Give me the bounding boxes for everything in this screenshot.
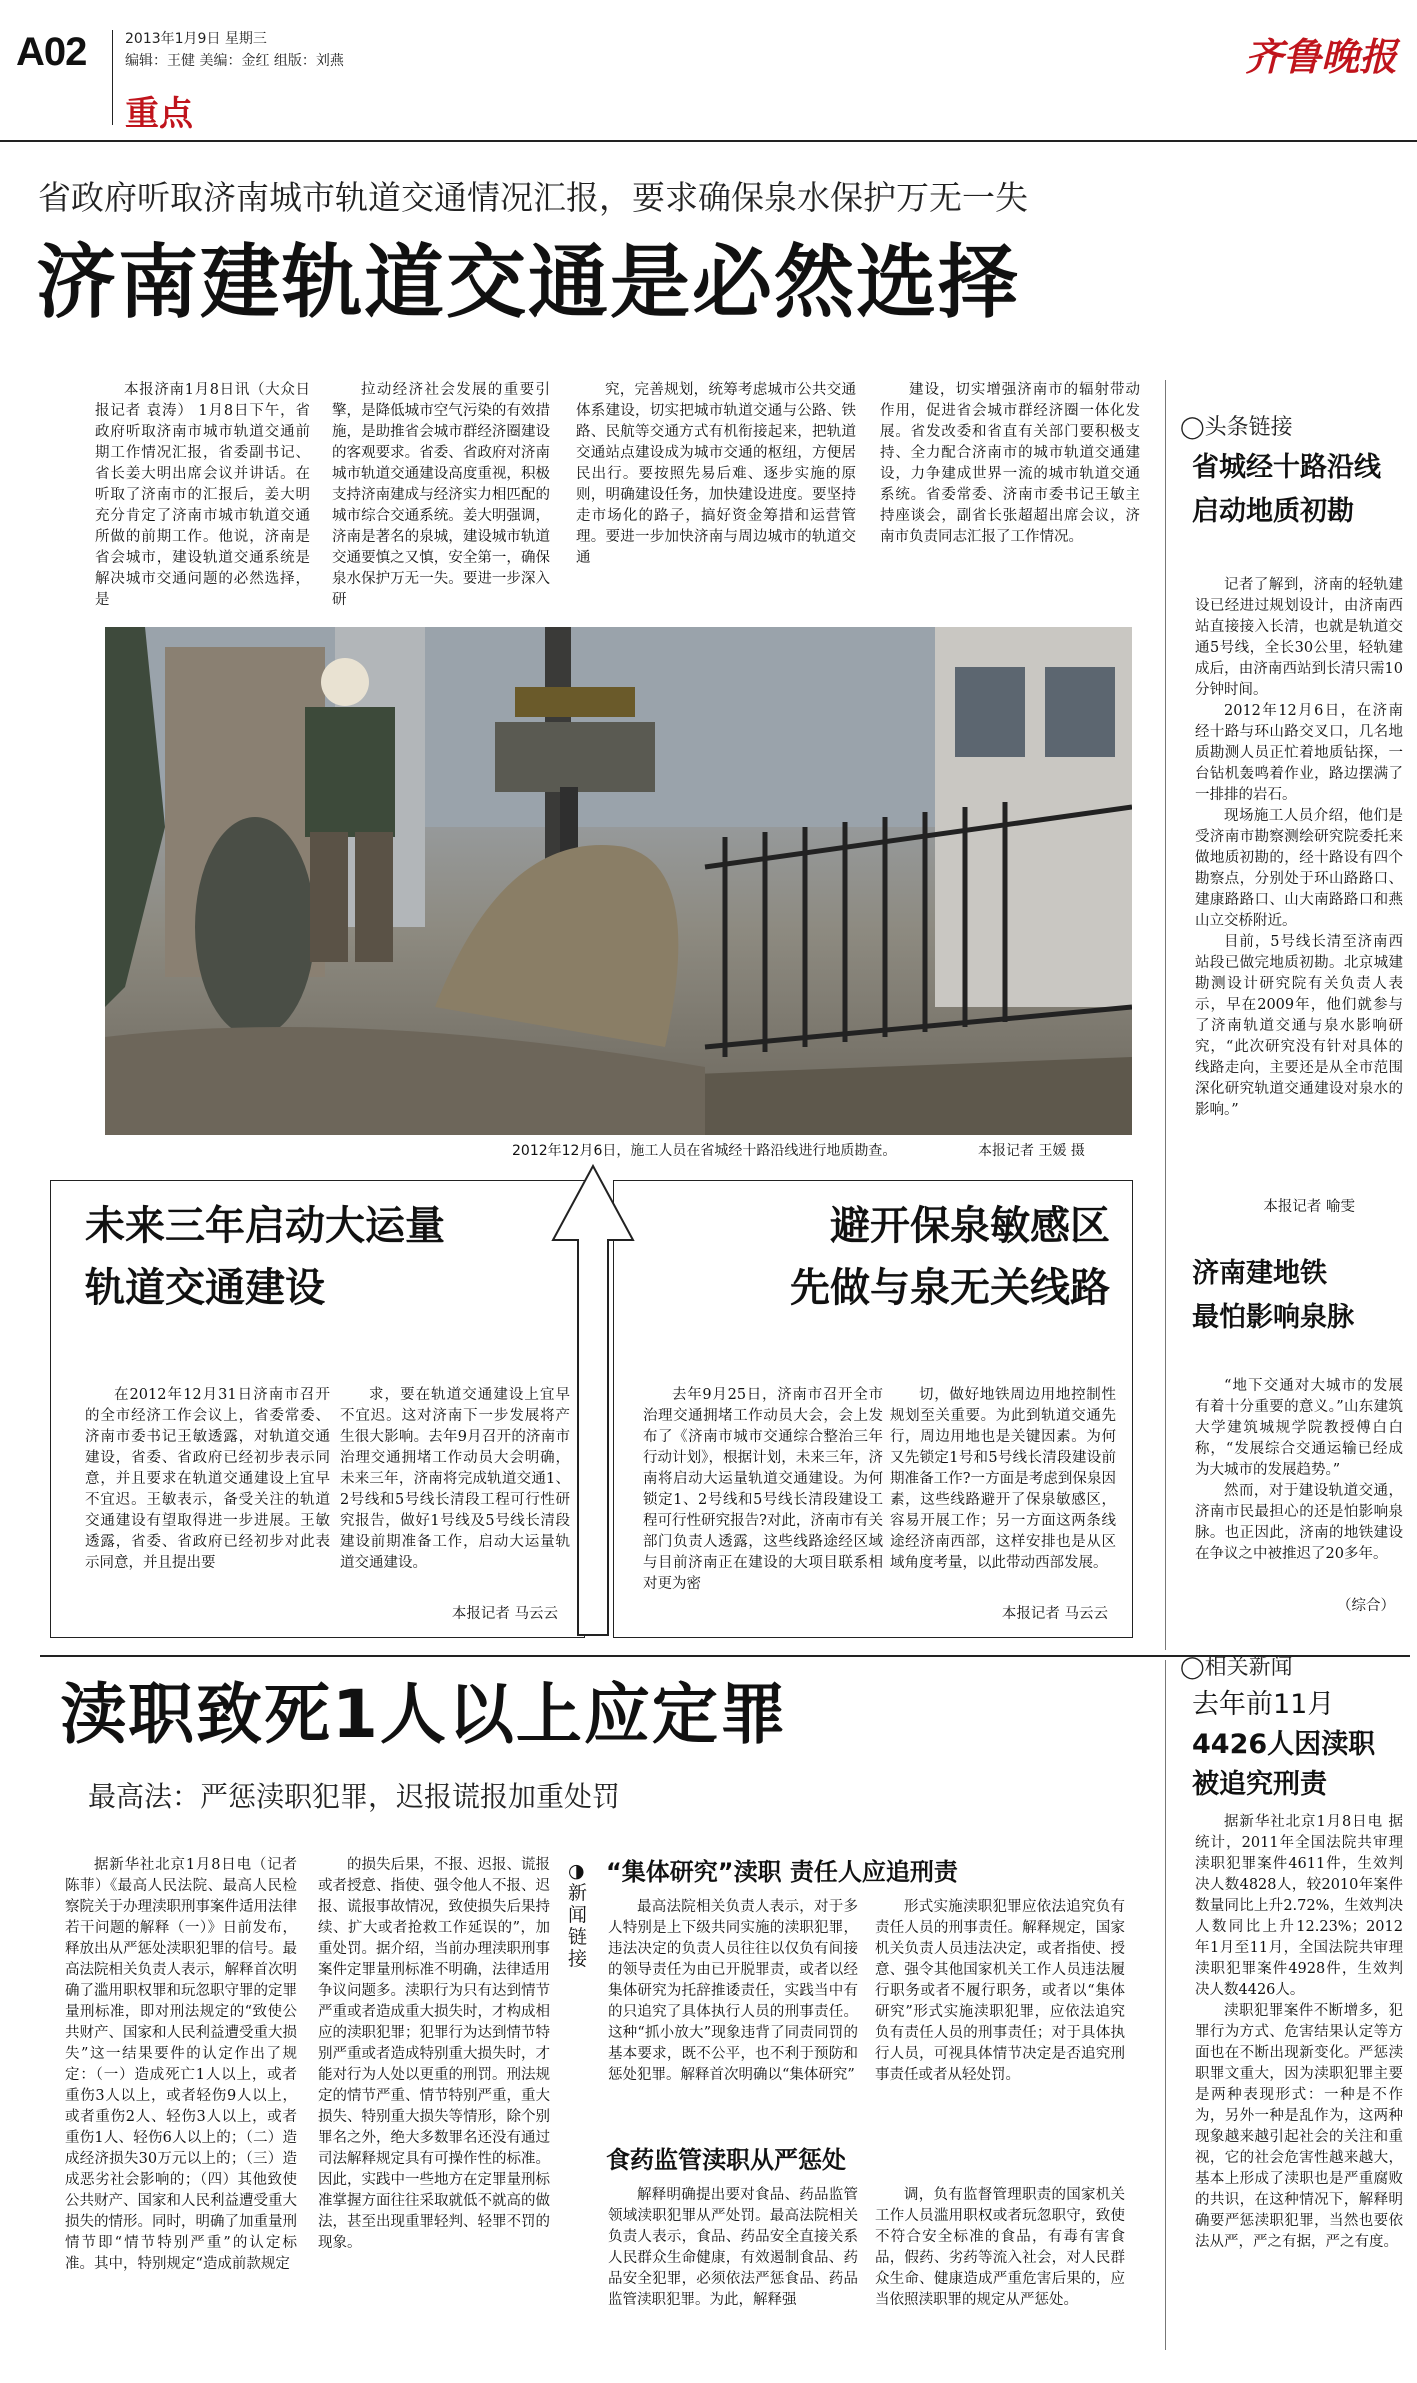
- box-left-title: [85, 1195, 565, 1319]
- sidebar1-title: [1192, 446, 1407, 534]
- story2-deck: 最高法：严惩渎职犯罪，迟报谎报加重处罚: [88, 1780, 621, 1813]
- construction-photo: [105, 627, 1132, 1135]
- box-right-column-1: 去年9月25日，济南市召开全市治理交通拥堵工作动员大会，会上发布了《济南市城市交通综合整治三年行动计划》，根据计划，未来三年，济南将启动大运量轨道交通建设。为何锁定1、2号线和5号线长清段建设工程可行性研究报告?对此，济南市有关部门负责人透露，这些线路途经区域与目前济南正在建设的大项目联系相对更为密: [643, 1387, 883, 1592]
- box-right-title-line2: 先做与泉无关线路: [790, 1265, 1110, 1311]
- box-left-column-1: 在2012年12月31日济南市召开的全市经济工作会议上，省委常委、济南市委书记王敏透露，对轨道交通建设，省委、省政府已经初步表示同意，并且要求在轨道交通建设上宜早不宜迟。王敏表示，备受关注的轨道交通建设有望取得进一步进展。王敏透露，省委、省政府已经初步对此表示同意，并且提出要: [85, 1387, 330, 1571]
- section-label: 重点: [125, 94, 193, 134]
- sidebar2-paragraph: “地下交通对大城市的发展有着十分重要的意义。”山东建筑大学建筑城规学院教授傅白白称，“发展综合交通运输已经成为大城市的发展趋势。”: [1195, 1378, 1403, 1478]
- sidebar2-byline: （综合）: [1337, 1598, 1395, 1614]
- paper-logo: 齐鲁晚报: [1244, 34, 1397, 79]
- sidebar1-label: ◯头条链接: [1180, 415, 1293, 440]
- story2-headline: 渎职致死1人以上应定罪: [60, 1676, 788, 1753]
- sidebar3-body: [1195, 1812, 1403, 2253]
- sidebar1-title-line2: 启动地质初勘: [1192, 496, 1354, 527]
- arrow-graphic: [548, 1160, 638, 1640]
- sidebar3-paragraph: 据新华社北京1月8日电 据统计，2011年全国法院共审理渎职犯罪案件4611件，生效判决人数4828人，较2010年案件数量同比上升2.72%，生效判决人数同比上升12.23%；2012年1月至11月，全国法院共审理渎职犯罪案件4928件，生效判决人数4426人。: [1195, 1814, 1403, 1998]
- story2-column-1: 据新华社北京1月8日电（记者 陈菲）《最高人民法院、最高人民检察院关于办理渎职刑事案件适用法律若干问题的解释（一）》日前发布，释放出从严惩处渎职犯罪的信号。最高法院相关负责人表示，解释首次明确了滥用职权罪和玩忽职守罪的定罪量刑标准，即对刑法规定的“致使公共财产、国家和人民利益遭受重大损失”这一结果要件的认定作出了规定：（一）造成死亡1人以上，或者重伤3人以上，或者轻伤9人以上，或者重伤2人、轻伤3人以上，或者重伤1人、轻伤6人以上的；（二）造成经济损失30万元以上的；（三）造成恶劣社会影响的；（四）其他致使公共财产、国家和人民利益遭受重大损失的情形。同时，明确了加重量刑情节即“情节特别严重”的认定标准。其中，特别规定“造成前款规定: [65, 1857, 297, 2272]
- sidebar3-title-line1: 去年前11月: [1192, 1689, 1335, 1720]
- sidebar3-title-line2: 4426人因渎职: [1192, 1729, 1376, 1760]
- sidebar1-paragraph: 现场施工人员介绍，他们是受济南市勘察测绘研究院委托来做地质初勘的，经十路设有四个勘察点，分别处于环山路路口、建康路路口、山大南路路口和燕山立交桥附近。: [1195, 808, 1403, 929]
- masthead-meta: [125, 28, 344, 72]
- lead-column-2: 拉动经济社会发展的重要引擎，是降低城市空气污染的有效措施，是助推省会城市群经济圈建设的客观要求。省委、省政府对济南城市轨道交通建设高度重视，积极支持济南建成与经济实力相匹配的城市综合交通系统。姜大明强调，济南是著名的泉城，建设城市轨道交通要慎之又慎，安全第一，确保泉水保护万无一失。要进一步深入研: [332, 382, 550, 608]
- box-right-title: [640, 1195, 1110, 1319]
- box-left-byline: 本报记者 马云云: [451, 1606, 558, 1622]
- sidebar3-divider: [1165, 1660, 1166, 2350]
- link-subhead-2: 食药监管渎职从严惩处: [606, 2146, 846, 2174]
- date-line: 2013年1月9日 星期三: [125, 31, 267, 47]
- sidebar1-paragraph: 记者了解到，济南的轻轨建设已经进过规划设计，由济南西站直接接入长清，也就是轨道交通5号线，全长30公里，轻轨建成后，由济南西站到长清只需10分钟时间。: [1195, 577, 1403, 698]
- staff-line: 编辑：王健 美编：金红 组版：刘燕: [125, 53, 344, 69]
- box-left-title-line2: 轨道交通建设: [85, 1265, 325, 1311]
- page-number: A02: [16, 30, 87, 74]
- box-right-column-2: 切，做好地铁周边用地控制性规划至关重要。为此到轨道交通先行，周边用地也是关键因素。为何又先锁定1号和5号线长清段建设前期准备工作?一方面是考虑到保泉因素，这些线路避开了保泉敏感区，容易开展工作；另一方面这两条线途经济南西部，这样安排也是从区域角度考量，以此带动西部发展。: [890, 1387, 1116, 1571]
- box-right-title-line1: 避开保泉敏感区: [830, 1203, 1110, 1249]
- photo-illustration: [105, 627, 1132, 1135]
- sidebar3-paragraph: 渎职犯罪案件不断增多，犯罪行为方式、危害结果认定等方面也在不断出现新变化。严惩渎职罪文重大，因为渎职犯罪主要是两种表现形式：一种是不作为，另外一种是乱作为，这两种现象越来越引起社会的关注和重视，它的社会危害性越来越大，基本上形成了渎职也是严重腐败的共识，在这种情况下，解释明确要严惩渎职犯罪，当然也要依法从严，严之有据，严之有度。: [1195, 2003, 1403, 2250]
- photo-caption: 2012年12月6日，施工人员在省城经十路沿线进行地质勘查。: [512, 1143, 897, 1159]
- box-left-column-2: 求，要在轨道交通建设上宜早不宜迟。这对济南下一步发展将产生很大影响。去年9月召开的济南市治理交通拥堵工作动员大会明确，未来三年，济南将完成轨道交通1、2号线和5号线长清段工程可行性研究报告，做好1号线及5号线长清段建设前期准备工作，启动大运量轨道交通建设。: [340, 1387, 570, 1571]
- sidebar3-label: ◯相关新闻: [1180, 1655, 1293, 1680]
- lead-headline: 济南建轨道交通是必然选择: [36, 236, 1020, 329]
- sidebar-divider: [1165, 380, 1166, 1650]
- sidebar3-title-line3: 被追究刑责: [1192, 1769, 1327, 1800]
- news-link-label: ◑新闻链接: [568, 1860, 588, 1970]
- lead-column-1: 本报济南1月8日讯（大众日报记者 袁涛） 1月8日下午，省政府听取济南市城市轨道交通前期工作情况汇报，省委副书记、省长姜大明出席会议并讲话。在听取了济南市的汇报后，姜大明充分肯定了济南市城市轨道交通所做的前期工作。他说，济南是省会城市，建设轨道交通系统是解决城市交通问题的必然选择，是: [95, 382, 310, 608]
- lead-deck: 省政府听取济南城市轨道交通情况汇报，要求确保泉水保护万无一失: [38, 178, 1028, 217]
- sidebar2-title: [1192, 1252, 1407, 1340]
- sidebar3-title: [1192, 1685, 1407, 1805]
- photo-credit: 本报记者 王媛 摄: [978, 1143, 1085, 1159]
- sidebar1-byline: 本报记者 喻雯: [1263, 1199, 1355, 1215]
- link-sub1-column-1: 最高法院相关负责人表示，对于多人特别是上下级共同实施的渎职犯罪，违法决定的负责人员往往以仅负有间接的领导责任为由已开脱罪责，或者以经集体研究为托辞推诿责任，实践当中有的只追究了具体执行人员的刑事责任。这种“抓小放大”现象违背了同责同罚的基本要求，既不公平，也不利于预防和惩处犯罪。解释首次明确以“集体研究”: [608, 1899, 858, 2083]
- lead-column-4: 建设，切实增强济南市的辐射带动作用，促进省会城市群经济圈一体化发展。省发改委和省直有关部门要积极支持、全力配合济南市的城市轨道交通建设，力争建成世界一流的城市轨道交通系统。省委常委、济南市委书记王敏主持座谈会，副省长张超超出席会议，济南市负责同志汇报了工作情况。: [880, 382, 1140, 545]
- story2-column-2: 的损失后果，不报、迟报、谎报或者授意、指使、强令他人不报、迟报、谎报事故情况，致使损失后果持续、扩大或者抢救工作延误的”，加重处罚。据介绍，当前办理渎职刑事案件定罪量刑标准不明确，法律适用争议问题多。渎职行为只有达到情节严重或者造成重大损失时，才构成相应的渎职犯罪；犯罪行为达到情节特别严重或者造成特别重大损失时，才能对行为人处以更重的刑罚。刑法规定的情节严重、情节特别严重，重大损失、特别重大损失等情形，除个别罪名之外，绝大多数罪名还没有通过司法解释规定具有可操作性的标准。因此，实践中一些地方在定罪量刑标准掌握方面往往采取就低不就高的做法，甚至出现重罪轻判、轻罪不罚的现象。: [318, 1857, 550, 2251]
- link-sub2-column-1: 解释明确提出要对食品、药品监管领域渎职犯罪从严处罚。最高法院相关负责人表示，食品、药品安全直接关系人民群众生命健康，有效遏制食品、药品安全犯罪，必须依法严惩食品、药品监管渎职犯罪。为此，解释强: [608, 2187, 858, 2308]
- sidebar2-paragraph: 然而，对于建设轨道交通，济南市民最担心的还是怕影响泉脉。也正因此，济南的地铁建设在争议之中被推迟了20多年。: [1195, 1483, 1403, 1562]
- sidebar1-paragraph: 目前，5号线长清至济南西站段已做完地质初勘。北京城建勘测设计研究院有关负责人表示，早在2009年，他们就参与了济南轨道交通与泉水影响研究，“此次研究没有针对具体的线路走向，主要还是从全市范围深化研究轨道交通建设对泉水的影响。”: [1195, 934, 1403, 1118]
- sidebar1-paragraph: 2012年12月6日，在济南经十路与环山路交叉口，几名地质勘测人员正忙着地质钻探，一台钻机轰鸣着作业，路边摆满了一排排的岩石。: [1195, 703, 1403, 803]
- sidebar1-body: [1195, 575, 1403, 1121]
- sidebar2-body: [1195, 1376, 1403, 1565]
- lead-column-3: 究，完善规划，统筹考虑城市公共交通体系建设，切实把城市轨道交通与公路、铁路、民航等交通方式有机衔接起来，把轨道交通站点建设成为城市交通的枢纽，方便居民出行。要按照先易后难、逐步实施的原则，明确建设任务，加快建设进度。要坚持走市场化的路子，搞好资金筹措和运营管理。要进一步加快济南与周边城市的轨道交通: [576, 382, 856, 566]
- sidebar1-title-line1: 省城经十路沿线: [1192, 452, 1381, 483]
- link-subhead-1: “集体研究”渎职 责任人应追刑责: [606, 1858, 958, 1886]
- box-right-byline: 本报记者 马云云: [1001, 1606, 1108, 1622]
- box-left-title-line1: 未来三年启动大运量: [85, 1203, 445, 1249]
- link-sub1-column-2: 形式实施渎职犯罪应依法追究负有责任人员的刑事责任。解释规定，国家机关负责人员违法决定，或者指使、授意、强令其他国家机关工作人员违法履行职务或者不履行职务，或者以“集体研究”形式实施渎职犯罪，应依法追究负有责任人员的刑事责任；对于具体执行人员，可视具体情节决定是否追究刑事责任或者从轻处罚。: [875, 1899, 1125, 2083]
- header-rule: [0, 140, 1417, 142]
- header-divider: [112, 30, 113, 125]
- sidebar2-title-line1: 济南建地铁: [1192, 1258, 1327, 1289]
- link-sub2-column-2: 调，负有监督管理职责的国家机关工作人员滥用职权或者玩忽职守，致使不符合安全标准的食品，有毒有害食品，假药、劣药等流入社会，对人民群众生命、健康造成严重危害后果的，应当依照渎职罪的规定从严惩处。: [875, 2187, 1125, 2308]
- sidebar2-title-line2: 最怕影响泉脉: [1192, 1302, 1354, 1333]
